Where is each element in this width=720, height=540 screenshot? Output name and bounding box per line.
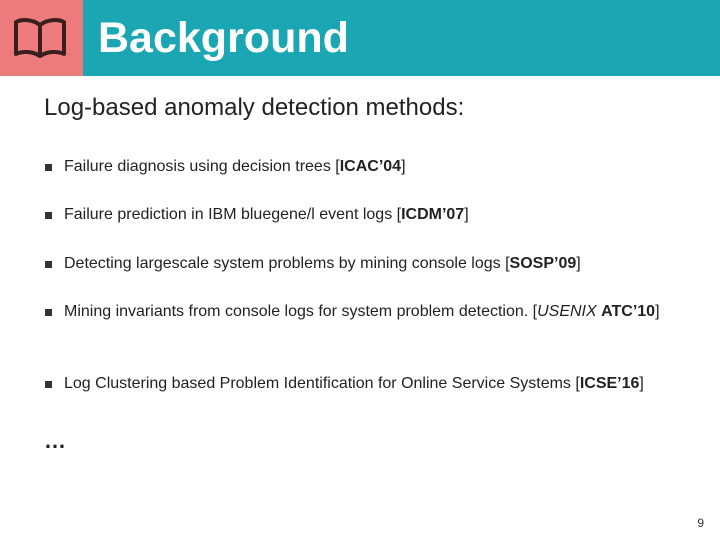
bullet-icon [45,164,52,171]
subtitle: Log-based anomaly detection methods: [44,94,465,121]
item-text: Detecting largescale system problems by mining console logs [SOSP’09] [64,255,581,272]
open-book-icon [12,16,68,58]
icon-box [0,0,83,76]
item-text: Failure prediction in IBM bluegene/l event logs [ICDM’07] [64,206,469,223]
list-item [44,301,664,323]
item-text: Mining invariants from console logs for system problem detection. [USENIX ATC’10] [64,303,660,320]
bullet-icon [45,381,52,388]
ellipsis: … [44,428,66,453]
item-text: Failure diagnosis using decision trees [ICAC’04] [64,158,406,175]
list-item [44,253,684,275]
bullet-icon [45,309,52,316]
page-number: 9 [697,516,704,530]
list-item [44,204,684,226]
slide-header [0,0,720,76]
bullet-icon [45,261,52,268]
item-text: Log Clustering based Problem Identification for Online Service Systems [ICSE’16] [64,375,644,392]
bullet-icon [45,212,52,219]
list-item [44,373,644,395]
list-item [44,156,684,178]
slide-title: Background [98,14,349,62]
